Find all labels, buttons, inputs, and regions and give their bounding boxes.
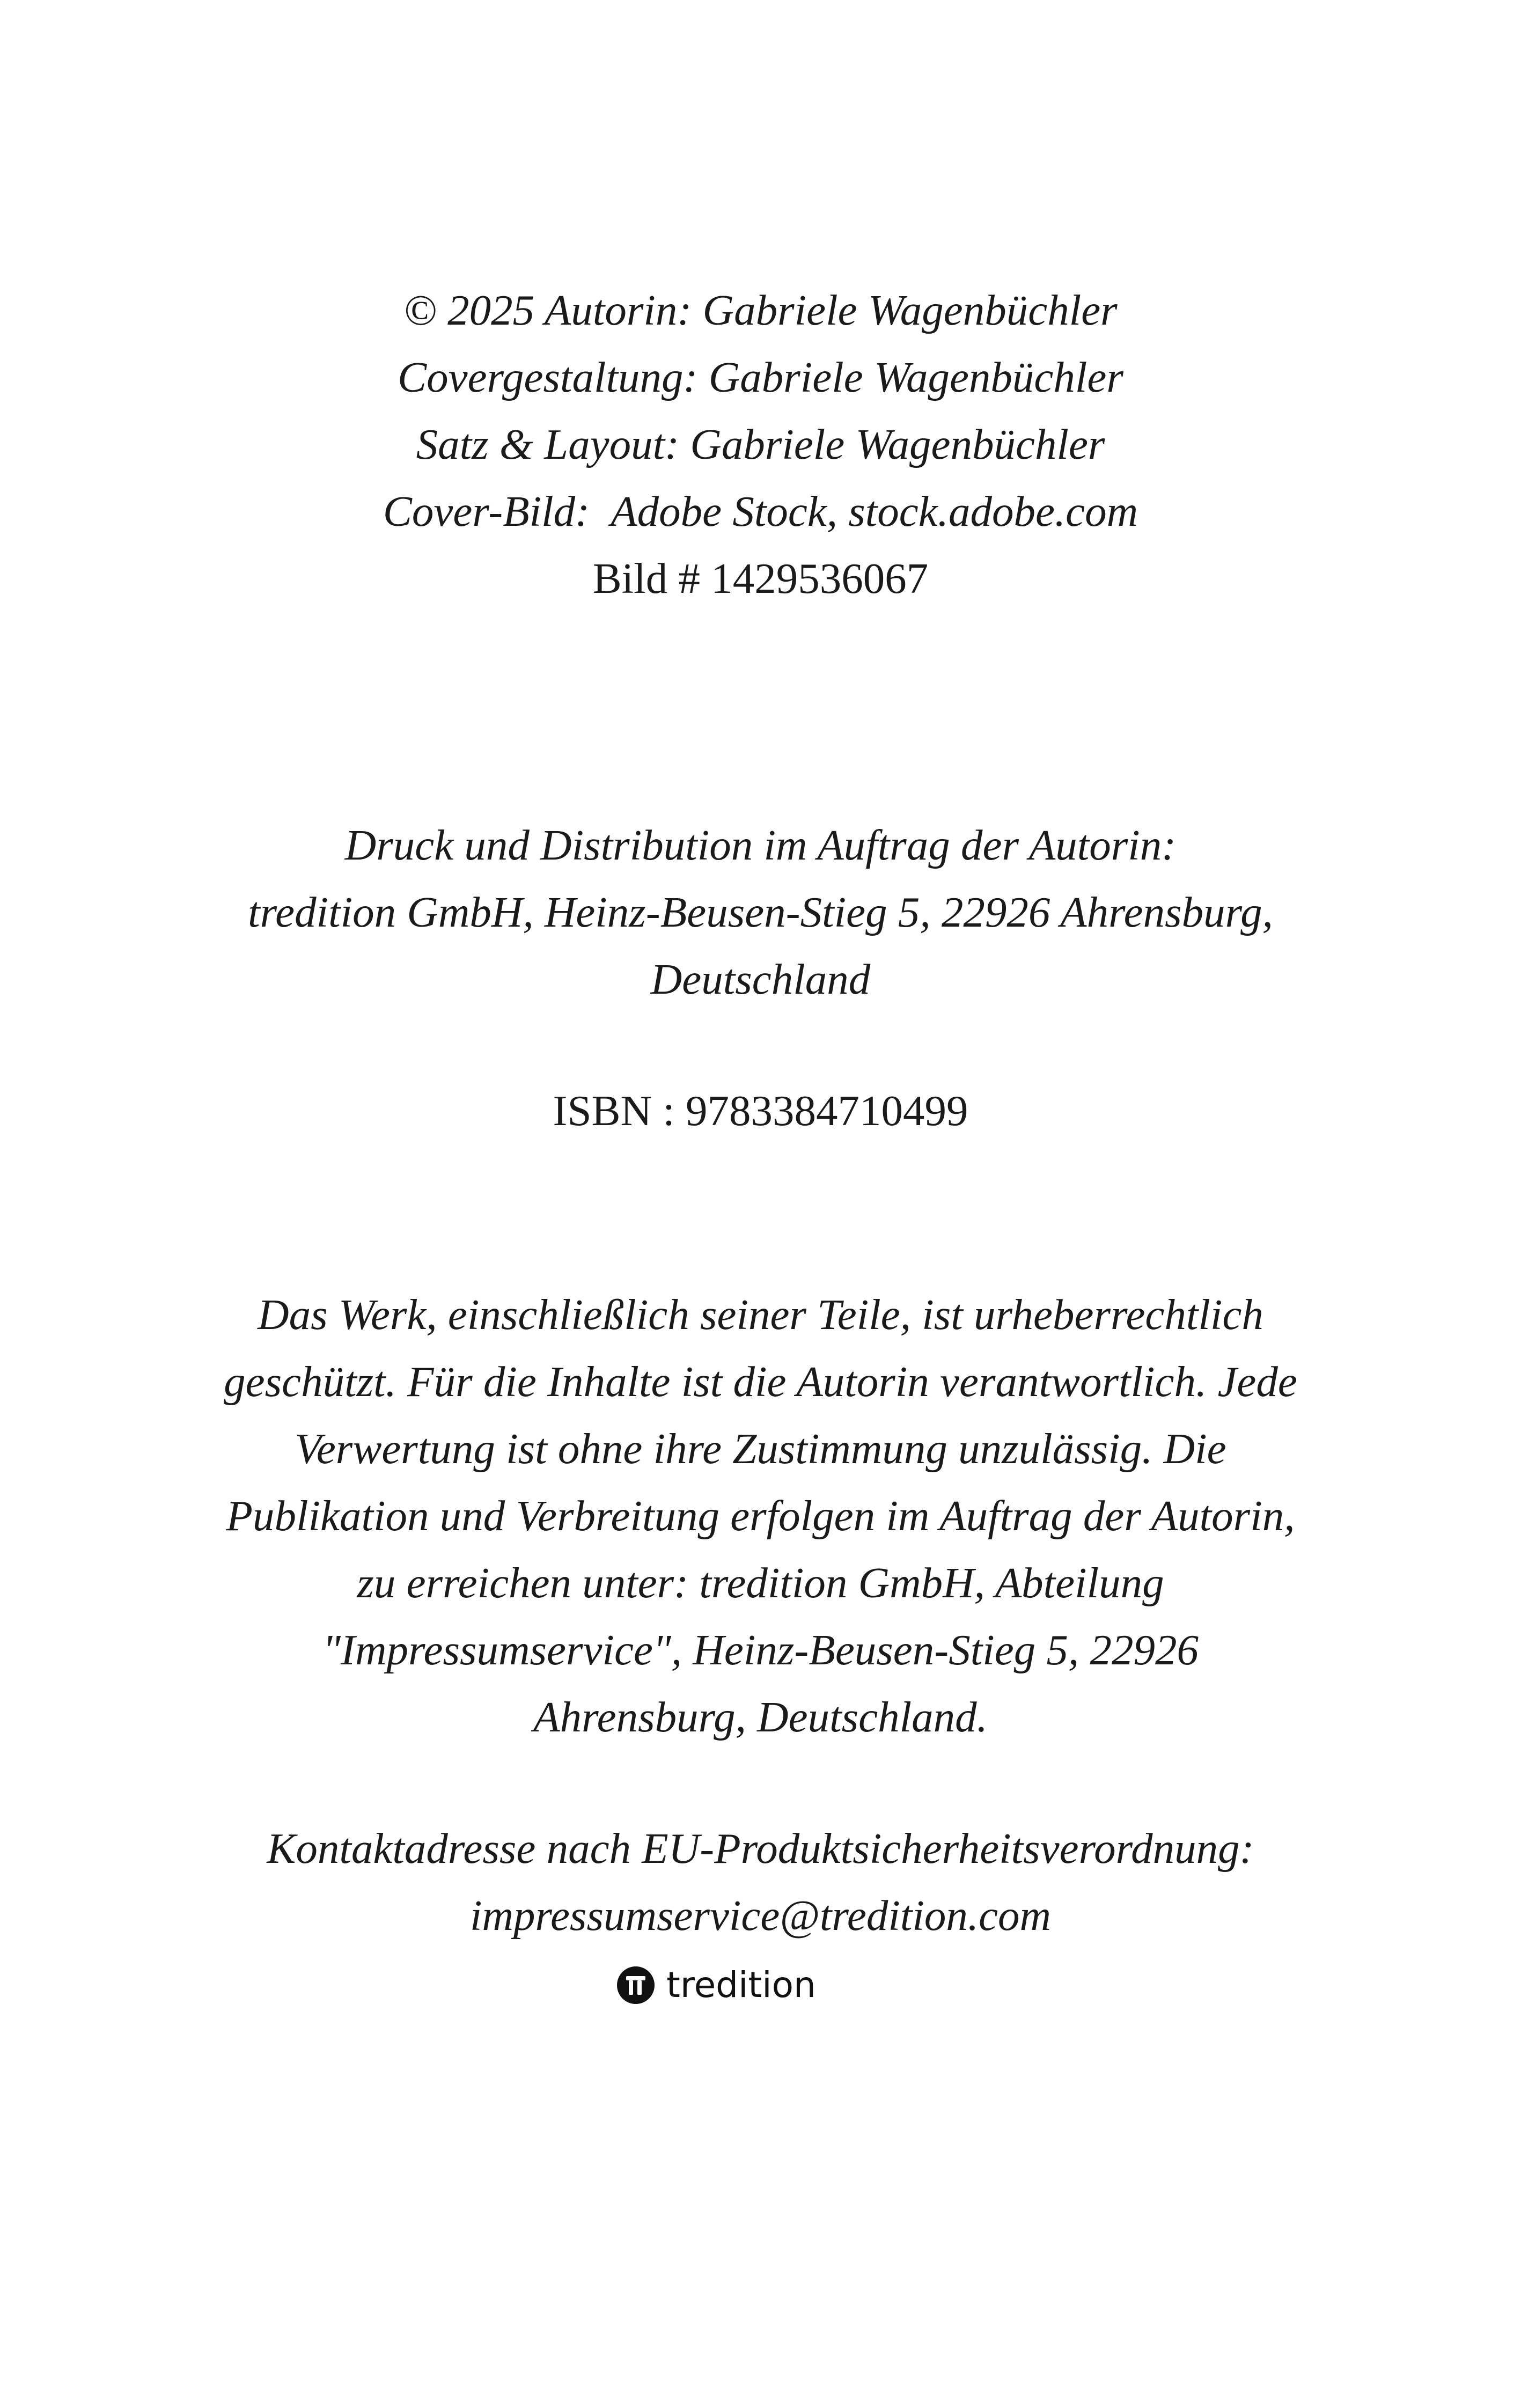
isbn-line: ISBN : 9783384710499	[553, 1086, 968, 1135]
notice-line-1: Das Werk, einschließlich seiner Teile, ist urheberrechtlich	[258, 1290, 1263, 1339]
print-line-2: tredition GmbH, Heinz-Beusen-Stieg 5, 22926 Ahrensburg,	[248, 888, 1273, 936]
tredition-logo-text: tredition	[666, 1964, 816, 2006]
notice-line-3: Verwertung ist ohne ihre Zustimmung unzulässig. Die	[295, 1425, 1226, 1473]
print-line-3: Deutschland	[650, 955, 871, 1003]
copyright-line: © 2025 Autorin: Gabriele Wagenbüchler	[403, 286, 1118, 334]
notice-line-5: zu erreichen unter: tredition GmbH, Abteilung	[357, 1559, 1164, 1607]
layout-line: Satz & Layout: Gabriele Wagenbüchler	[416, 420, 1105, 468]
notice-line-4: Publikation und Verbreitung erfolgen im Auftrag der Autorin,	[226, 1492, 1295, 1540]
print-line-1: Druck und Distribution im Auftrag der Autorin:	[344, 821, 1177, 869]
tredition-logo	[617, 1964, 816, 2007]
contact-heading: Kontaktadresse nach EU-Produktsicherheitsverordnung:	[267, 1824, 1254, 1873]
cover-image-line: Cover-Bild: Adobe Stock, stock.adobe.com	[383, 487, 1138, 535]
contact-email: impressumservice@tredition.com	[469, 1891, 1052, 1940]
notice-line-2: geschützt. Für die Inhalte ist die Autorin verantwortlich. Jede	[224, 1357, 1297, 1406]
image-number-line: Bild # 1429536067	[592, 554, 929, 603]
tredition-logo-icon	[617, 1966, 655, 2004]
notice-line-7: Ahrensburg, Deutschland.	[533, 1693, 988, 1741]
notice-line-6: "Impressumservice", Heinz-Beusen-Stieg 5, 22926	[322, 1626, 1199, 1674]
cover-design-line: Covergestaltung: Gabriele Wagenbüchler	[398, 353, 1123, 401]
